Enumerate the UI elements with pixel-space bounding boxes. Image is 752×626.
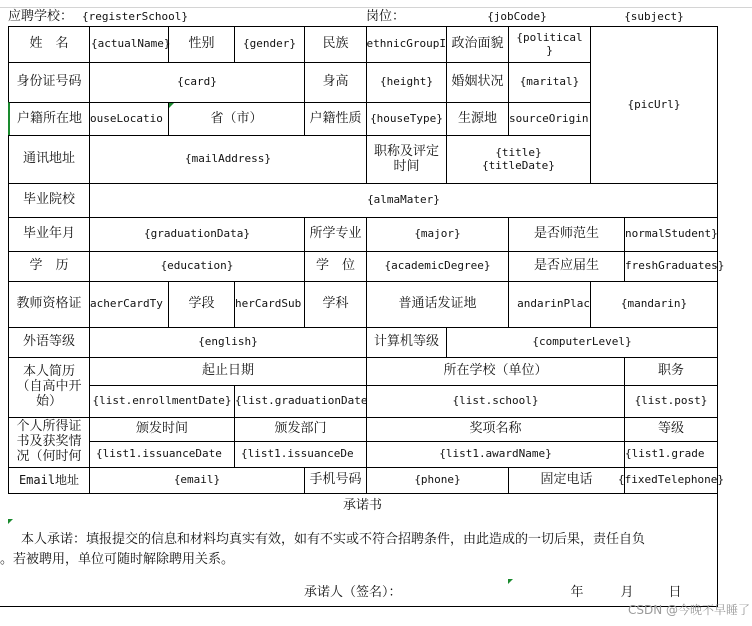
pledge-body [0,519,718,579]
title-label [366,135,446,183]
csdn-watermark: CSDN @今晚不早睡了 [627,603,750,618]
normal-label: 是否师范生 [508,217,624,251]
resume-row-post: {list.post} [624,385,718,417]
subj-label: 学科 [304,281,366,327]
english-value: {english} [89,327,366,357]
pledge-text-line2: 。若被聘用，单位可随时解除聘用关系。 [0,551,235,567]
sign-month: 月 [620,584,634,600]
marital-label: 婚姻状况 [446,62,508,102]
height-label: 身高 [304,62,366,102]
tel-value: {fixedTelephone} [624,467,718,493]
resume-col-post: 职务 [624,357,718,385]
awards-row-name: {list1.awardName} [366,441,624,467]
phone-label: 手机号码 [304,467,366,493]
graddate-value: {graduationData} [89,217,304,251]
pledge-text-line1: 本人承诺：填报提交的信息和材料均真实有效，如有不实或不符合招聘条件，由此造成的一切后果，责任自负 [8,531,646,547]
signer-label: 承诺人（签名）： [304,584,402,600]
edu-value: {education} [89,251,304,281]
political-value-line1: {political [516,30,583,44]
awards-col-grade: 等级 [624,417,718,441]
political-value-line2: } [546,43,553,57]
name-value: {actualName} [89,26,168,62]
housetype-label: 户籍性质 [304,102,366,135]
fresh-value: freshGraduates} [624,251,718,281]
tel-label: 固定电话 [508,467,624,493]
marital-value: {marital} [508,62,590,102]
resume-row-school: {list.school} [366,385,624,417]
awards-label-line3: 况（何时何 [16,448,82,464]
awards-label-line1: 个人所得证 [16,419,82,434]
height-value: {height} [366,62,446,102]
id-value: {card} [89,62,304,102]
graddate-label: 毕业年月 [8,217,89,251]
title-value-line1: {title} [495,145,542,159]
degree-value: {academicDegree} [366,251,508,281]
computer-value: {computerLevel} [446,327,718,357]
alma-value: {almaMater} [89,183,718,217]
email-label: Email地址 [8,467,89,493]
origin-value: sourceOrigin [508,102,590,135]
political-value [508,26,590,62]
province-label: 省（市） [168,102,304,135]
sign-day: 日 [668,584,682,600]
school-label: 应聘学校： [8,8,74,24]
awards-row-grade: {list1.grade [624,441,718,467]
mail-label: 通讯地址 [8,135,89,183]
awards-row-dept: {list1.issuanceDe [234,441,366,467]
id-label: 身份证号码 [8,62,89,102]
gender-value: {gender} [234,26,304,62]
mandarin-place-value: andarinPlac [508,281,590,327]
stage-label: 学段 [168,281,234,327]
ethnic-label: 民族 [304,26,366,62]
tcert-value: acherCardTy [89,281,168,327]
fresh-label: 是否应届生 [508,251,624,281]
mandarin-place-label: 普通话发证地 [366,281,508,327]
major-label: 所学专业 [304,217,366,251]
title-label-line2: 时间 [393,158,420,174]
resume-label-line3: 始） [35,393,62,409]
mail-value: {mailAddress} [89,135,366,183]
awards-label [8,417,89,467]
awards-col-dept: 颁发部门 [234,417,366,441]
awards-col-name: 奖项名称 [366,417,624,441]
degree-label: 学 位 [304,251,366,281]
gender-label: 性别 [168,26,234,62]
house-value: ouseLocatio [89,102,168,135]
stage-value: herCardSub [234,281,304,327]
email-value: {email} [89,467,304,493]
resume-col-dates: 起止日期 [89,357,366,385]
resume-label-line2: （自高中开 [16,379,82,395]
major-value: {major} [366,217,508,251]
school-value: {registerSchool} [82,9,188,23]
phone-value: {phone} [366,467,508,493]
title-label-line1: 职称及评定 [373,143,439,159]
awards-label-line2: 书及获奖情 [16,433,82,449]
subject-value: {subject} [624,9,684,23]
pledge-title: 承诺书 [8,493,718,519]
sign-year: 年 [570,584,584,600]
mandarin-value: {mandarin} [590,281,718,327]
normal-value: normalStudent} [624,217,718,251]
ethnic-value: ethnicGroupI [366,26,446,62]
post-label: 岗位： [366,8,406,24]
title-value [446,135,590,183]
post-value: {jobCode} [487,9,547,23]
resume-label-line1: 本人简历 [22,364,75,380]
resume-row-end: {list.graduationDate [234,385,366,417]
computer-label: 计算机等级 [366,327,446,357]
comment-marker [169,103,174,108]
alma-label: 毕业院校 [8,183,89,217]
english-label: 外语等级 [8,327,89,357]
awards-col-time: 颁发时间 [89,417,234,441]
resume-label [8,357,89,417]
origin-label: 生源地 [446,102,508,135]
resume-row-start: {list.enrollmentDate} [89,385,234,417]
housetype-value: {houseType} [366,102,446,135]
awards-row-time: {list1.issuanceDate [89,441,234,467]
title-value-line2: {titleDate} [482,158,555,172]
resume-col-school: 所在学校（单位） [366,357,624,385]
house-label: 户籍所在地 [8,102,89,135]
political-label: 政治面貌 [446,26,508,62]
photo-cell: {picUrl} [590,26,718,183]
edu-label: 学 历 [8,251,89,281]
name-label: 姓 名 [8,26,89,62]
tcert-label: 教师资格证 [8,281,89,327]
